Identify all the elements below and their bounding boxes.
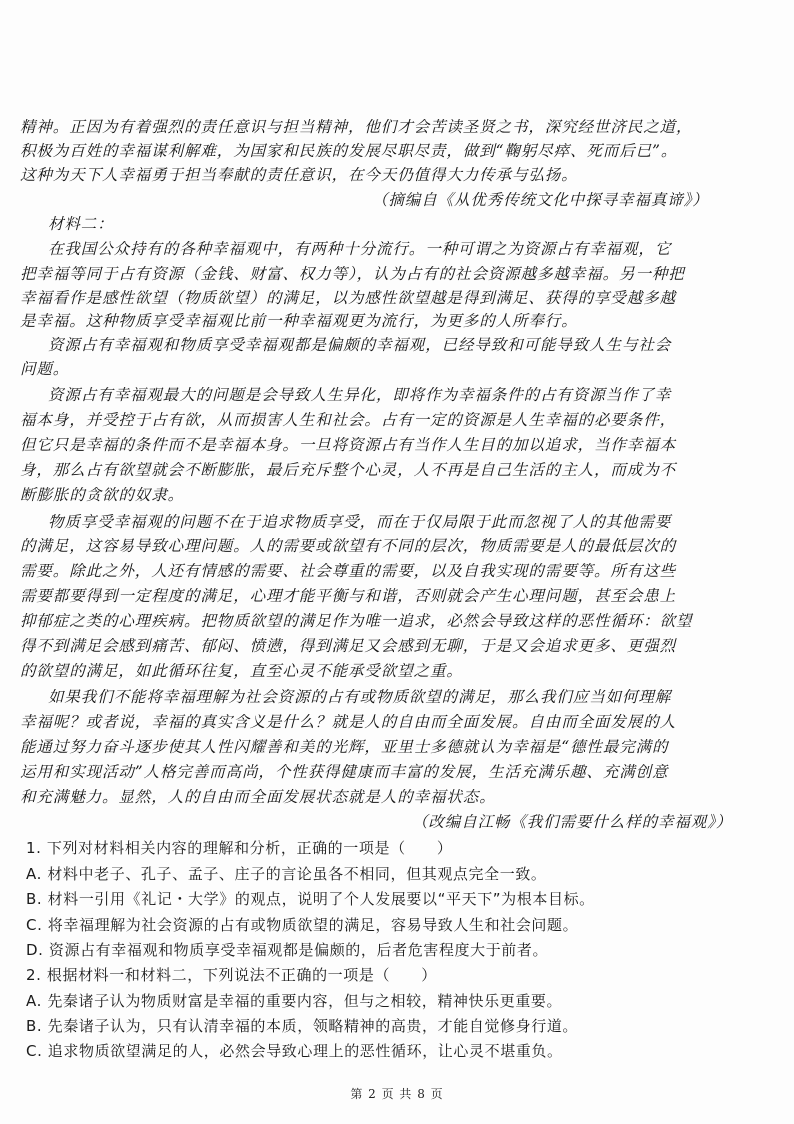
material2-line: 在我国公众持有的各种幸福观中，有两种十分流行。一种可谓之为资源占有幸福观，它: [48, 240, 672, 258]
material2-line: 运用和实现活动”人格完善而高尚，个性获得健康而丰富的发展，生活充满乐趣、充满创意: [20, 763, 669, 781]
material1-line: 这种为天下人幸福勇于担当奉献的责任意识，在今天仍值得大力传承与弘扬。: [20, 166, 578, 184]
question-2-option-c: C. 追求物质欲望满足的人，必然会导致心理上的恶性循环，让心灵不堪重负。: [26, 1042, 563, 1060]
material2-line: 如果我们不能将幸福理解为社会资源的占有或物质欲望的满足，那么我们应当如何理解: [48, 688, 672, 706]
question-2-option-a: A. 先秦诸子认为物质财富是幸福的重要内容，但与之相较，精神快乐更重要。: [26, 992, 563, 1010]
material2-line: 幸福看作是感性欲望（物质欲望）的满足，以为感性欲望越是得到满足、获得的享受越多越: [20, 289, 677, 307]
material2-line: 资源占有幸福观和物质享受幸福观都是偏颇的幸福观，已经导致和可能导致人生与社会: [48, 336, 672, 354]
material2-line: 断膨胀的贪欲的奴隶。: [20, 486, 185, 504]
material2-line: 是幸福。这种物质享受幸福观比前一种幸福观更为流行，为更多的人所奉行。: [20, 312, 578, 330]
material2-line: 问题。: [20, 360, 70, 378]
question-1-option-d: D. 资源占有幸福观和物质享受幸福观都是偏颇的，后者危害程度大于前者。: [26, 941, 549, 959]
material2-line: 幸福呢？或者说，幸福的真实含义是什么？就是人的自由而全面发展。自由而全面发展的人: [20, 713, 677, 731]
question-1-option-a: A. 材料中老子、孔子、孟子、庄子的言论虽各不相同，但其观点完全一致。: [26, 865, 547, 883]
material2-line: 身，那么占有欲望就会不断膨胀，最后充斥整个心灵，人不再是自己生活的主人，而成为不: [20, 461, 677, 479]
material2-line: 的欲望的满足，如此循环往复，直至心灵不能承受欲望之重。: [20, 662, 463, 680]
material2-line: 抑郁症之类的心理疾病。把物质欲望的满足作为唯一追求，必然会导致这样的恶性循环：欲望: [20, 612, 693, 630]
material1-line: 精神。正因为有着强烈的责任意识与担当精神，他们才会苦读圣贤之书，深究经世济民之道，: [20, 118, 693, 136]
page-number: 第 2 页 共 8 页: [350, 1087, 444, 1101]
material1-line: 积极为百姓的幸福谋利解难，为国家和民族的发展尽职尽责，做到“鞠躬尽瘁、死而后已”。: [20, 142, 678, 160]
material2-line: 物质享受幸福观的问题不在于追求物质享受，而在于仅局限于此而忽视了人的其他需要: [48, 513, 672, 531]
material2-line: 得不到满足会感到痛苦、郁闷、愤懑，得到满足又会感到无聊，于是又会追求更多、更强烈: [20, 637, 677, 655]
material2-line: 需要。除此之外，人还有情感的需要、社会尊重的需要，以及自我实现的需要等。所有这些: [20, 562, 677, 580]
material2-line: 但它只是幸福的条件而不是幸福本身。一旦将资源占有当作人生目的加以追求，当作幸福本: [20, 436, 677, 454]
question-1-option-c: C. 将幸福理解为社会资源的占有或物质欲望的满足，容易导致人生和社会问题。: [26, 916, 579, 934]
material1-source: （摘编自《从优秀传统文化中探寻幸福真谛》）: [372, 191, 709, 209]
material2-line: 能通过努力奋斗逐步使其人性闪耀善和美的光辉，亚里士多德就认为幸福是“德性最完满的: [20, 738, 669, 756]
material2-line: 和充满魅力。显然，人的自由而全面发展状态就是人的幸福状态。: [20, 788, 496, 806]
material2-line: 的满足，这容易导致心理问题。人的需要或欲望有不同的层次，物质需要是人的最低层次的: [20, 537, 677, 555]
material2-line: 资源占有幸福观最大的问题是会导致人生异化，即将作为幸福条件的占有资源当作了幸: [48, 386, 672, 404]
material2-line: 福本身，并受控于占有欲，从而损害人生和社会。占有一定的资源是人生幸福的必要条件，: [20, 411, 677, 429]
question-1-stem: 1. 下列对材料相关内容的理解和分析，正确的一项是（ ）: [26, 839, 453, 857]
material2-heading: 材料二：: [48, 215, 114, 233]
material2-source: （改编自江畅《我们需要什么样的幸福观》）: [412, 813, 733, 831]
question-1-option-b: B. 材料一引用《礼记・大学》的观点，说明了个人发展要以“平天下”为根本目标。: [26, 890, 595, 908]
question-2-stem: 2. 根据材料一和材料二，下列说法不正确的一项是（ ）: [26, 966, 437, 984]
question-2-option-b: B. 先秦诸子认为，只有认清幸福的本质，领略精神的高贵，才能自觉修身行道。: [26, 1017, 579, 1035]
material2-line: 把幸福等同于占有资源（金钱、财富、权力等），认为占有的社会资源越多越幸福。另一种把: [20, 265, 685, 283]
material2-line: 需要都要得到一定程度的满足，心理才能平衡与和谐，否则就会产生心理问题，甚至会患上: [20, 587, 677, 605]
